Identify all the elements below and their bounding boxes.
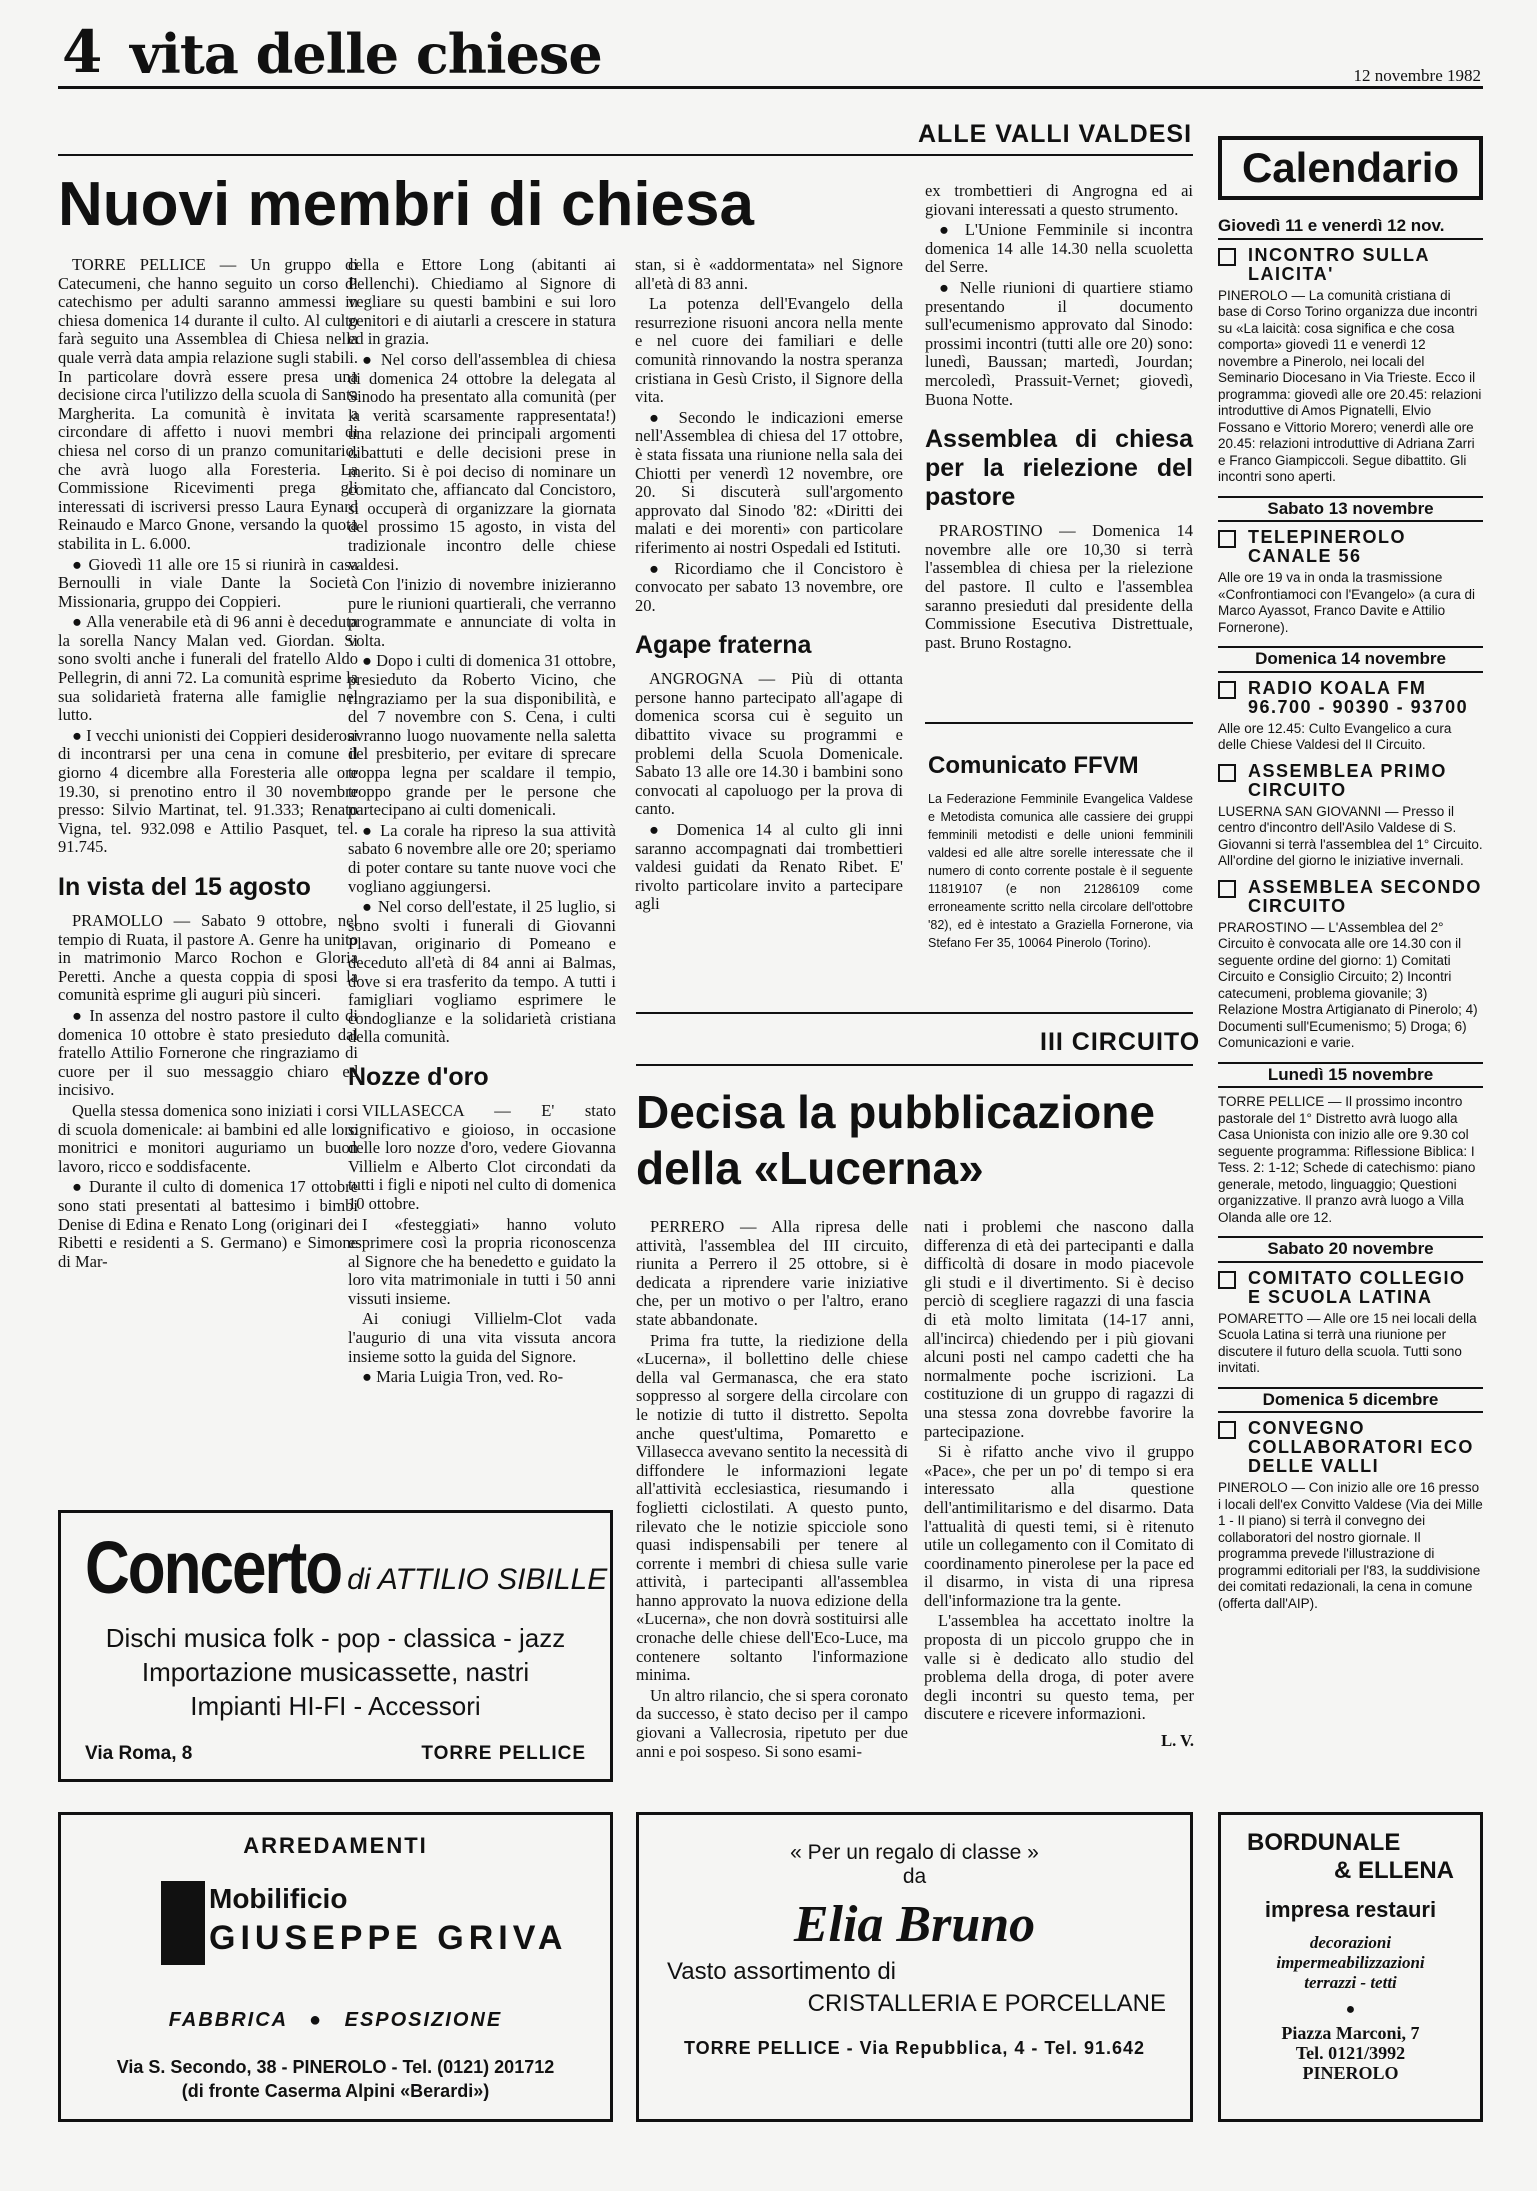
ad-bordunale-name2: & ELLENA [1334, 1857, 1454, 1884]
ad-bordunale-address: Piazza Marconi, 7 [1281, 2023, 1420, 2043]
paragraph: Un altro rilancio, che si spera coronato da successo, è stato deciso per il campo giovani a Vallecrosia, ripetuto per due anni e poi sospeso. Si sono esami- [636, 1685, 908, 1761]
ad-concerto-line: Impianti HI-FI - Accessori [190, 1691, 481, 1721]
article-column-4 [925, 182, 1193, 654]
paragraph: ● In assenza del nostro pastore il culto di domenica 10 ottobre è stato presieduto dal fratello Attilio Fornerone che ringraziamo di cuore per il suo messaggio chiaro ed incisivo. [58, 1005, 358, 1100]
calendar-event-title-text: RADIO KOALA FM 96.700 - 90390 - 93700 [1248, 677, 1469, 717]
signature: L. V. [1161, 1731, 1194, 1751]
article-column-1 [58, 256, 358, 1273]
ad-concerto-address: Via Roma, 8 [85, 1743, 193, 1764]
ad-bruno-line1: Vasto assortimento di [667, 1958, 896, 1985]
calendar-event-body: Alle ore 19 va in onda la trasmissione «Confrontiamoci con l'Evangelo» (a cura di Marco Ayassot, Franco Davite e Attilio Fornerone). [1218, 570, 1475, 635]
circuito-tag: III CIRCUITO [1040, 1028, 1201, 1056]
top-tag-rule [58, 154, 1193, 156]
checkbox-square-icon [1218, 530, 1236, 548]
calendar-event-title [1218, 246, 1483, 284]
ad-bordunale-city: PINEROLO [1302, 2063, 1399, 2083]
calendar-title: Calendario [1241, 144, 1460, 191]
paragraph: Quella stessa domenica sono iniziati i corsi di scuola domenicale: ai bambini ed alle loro monitrici e monitori auguriamo un buon lavoro, ricco e soddisfacente. [58, 1100, 358, 1176]
calendar-list [1218, 218, 1483, 1620]
circuito-rule-2 [636, 1064, 1193, 1066]
calendar-day-heading: Domenica 5 dicembre [1218, 1387, 1483, 1414]
calendar-event-title [1218, 528, 1483, 566]
calendar-event-title-text: INCONTRO SULLA LAICITA' [1248, 244, 1430, 284]
ad-elia-bruno [636, 1812, 1193, 2122]
paragraph: ● Maria Luigia Tron, ved. Ro- [362, 1367, 564, 1387]
ad-bordunale-line4: terrazzi - tetti [1304, 1973, 1397, 1992]
ad-bordunale [1218, 1812, 1483, 2122]
ad-griva [58, 1812, 613, 2122]
ad-bruno-address: TORRE PELLICE - Via Repubblica, 4 - Tel. 91.642 [683, 2038, 1146, 2058]
paragraph: La potenza dell'Evangelo della resurrezione risuoni ancora nella mente e nel cuore dei familiari e delle comunità rinnovando la nostra speranza cristiana in Gesù Cristo, il Signore della vita. [635, 294, 903, 407]
paragraph: ● La corale ha ripreso la sua attività sabato 6 novembre alle ore 20; speriamo di poter contare su tante nuove voci che vogliano aggiungersi. [348, 820, 616, 896]
ad-griva-brand1: Mobilificio [209, 1883, 348, 1914]
calendar-event-body: Alle ore 12.45: Culto Evangelico a cura delle Chiese Valdesi del II Circuito. [1218, 720, 1452, 752]
logo-mark [161, 1881, 205, 1965]
calendar-event-body: PRAROSTINO — L'Assemblea del 2° Circuito è convocata alle ore 14.30 con il seguente ordine del giorno: 1) Comitati Circuito e Consiglio Circuito; 2) Incontri catecumeni, problema giovanile; 3) Relazione Mostra Artigianato di Pinerolo; 4) Documenti sull'Ecumenismo; 5) Droga; 6) Comunicazioni e varie. [1218, 919, 1478, 1050]
ad-griva-top: ARREDAMENTI [243, 1833, 428, 1858]
circuito-rule [636, 1012, 1193, 1014]
paragraph: nati i problemi che nascono dalla differenza di età dei partecipanti e dalla difficoltà di dosare in modo piacevole gli studi e il divertimento. Si è deciso perciò di scegliere ragazzi di una fascia di età molto limitata (14-17 anni, all'incirca) chiedendo per i più giovani alcuni posti nel campo cadetti che ha normalmente poche iscrizioni. La costituzione di un gruppo di ragazzi di una stessa zona dovrebbe favorire la partecipazione. [924, 1217, 1194, 1441]
ad-griva-note: (di fronte Caserma Alpini «Berardi») [181, 2081, 490, 2101]
ad-bordunale-line3: impermeabilizzazioni [1276, 1953, 1425, 1972]
paragraph: Con l'inizio di novembre inizieranno pure le riunioni quartierali, che verranno programmate e annunciate di volta in volta. [348, 575, 616, 650]
ad-concerto-line: Dischi musica folk - pop - classica - jazz [105, 1623, 566, 1653]
ad-griva-tagline [61, 2009, 610, 2032]
paragraph: PERRERO — Alla ripresa delle attività, l'assemblea del III circuito, riunita a Perrero il 25 ottobre, si è dedicata a riprendere varie iniziative che, per un motivo o per l'altro, erano state abbandonate. [636, 1217, 908, 1329]
circuito-column-1 [636, 1218, 908, 1763]
paragraph: ANGROGNA — Più di ottanta persone hanno partecipato all'agape di domenica scorsa cui è seguito un dibattito vivace su programmi e problemi della Scuola Domenicale. Sabato 13 alle ore 14.30 i bambini sono convocati al capoluogo per la prova di canto. [635, 669, 903, 819]
circuito-column-2 [924, 1218, 1194, 1751]
article-column-2 [348, 256, 616, 1389]
ad-griva-tagline-left: FABBRICA [168, 2009, 288, 2031]
calendar-event-title-text: CONVEGNO COLLABORATORI ECO DELLE VALLI [1248, 1418, 1474, 1476]
paragraph: ● Nelle riunioni di quartiere stiamo presentando il documento sull'ecumenismo approvato dal Sinodo: prossimi incontri (tutti alle ore 20) sono: lunedì, Baussan; martedì, Jourdan; mercoledì, Prassuit-Vernet; giovedì, Buona Notte. [925, 277, 1193, 409]
paragraph: ● Secondo le indicazioni emerse nell'Assemblea di chiesa del 17 ottobre, è stata fissata una riunione nella sala dei Chiotti per venerdì 12 novembre, ore 20. Si discuterà sull'argomento approvato dal Sinodo '82: «Diritti dei malati e dei morenti» con particolare riferimento ai nostri Ospedali ed Istituti. [635, 407, 903, 557]
paragraph: ● Giovedì 11 alle ore 15 si riunirà in casa Bernoulli in viale Dante la Società Missionaria, gruppo dei Coppieri. [58, 554, 358, 611]
paragraph: ● Nel corso dell'estate, il 25 luglio, si sono svolti i funerali di Giovanni Plavan, originario di Pomeano e deceduto all'età di 84 anni ai Balmas, dove si era trasferito da tempo. A tutti i famigliari vogliamo esprimere le condoglianze e la solidarietà cristiana della comunità. [348, 897, 616, 1047]
paragraph: Si è rifatto anche vivo il gruppo «Pace», che per un po' di tempo si era interessato alla questione dell'antimilitarismo e del disarmo. Data l'attualità di questi temi, si è ritenuto utile un collegamento con il Comitato di coordinamento pinerolese per la pace ed il disarmo, in vista di una ripresa dell'informazione tra la gente. [924, 1442, 1194, 1610]
paragraph: ● L'Unione Femminile si incontra domenica 14 alle 14.30 nella scuoletta del Serre. [925, 220, 1193, 277]
checkbox-square-icon [1218, 1271, 1236, 1289]
header-rule [58, 86, 1483, 89]
paragraph: VILLASECCA — E' stato significativo e gioioso, in occasione delle loro nozze d'oro, vedere Giovanna Villielm e Alberto Clot circondati da tutti i figli e nipoti nel culto di domenica 10 ottobre. [348, 1100, 616, 1213]
ad-concerto-name: Concerto [85, 1527, 342, 1610]
bullet-icon: ● [308, 2009, 324, 2031]
calendar-event-title [1218, 1269, 1483, 1307]
ad-bruno-name: Elia Bruno [793, 1896, 1036, 1953]
calendar-event-title [1218, 1419, 1483, 1476]
paragraph: ● Durante il culto di domenica 17 ottobre sono stati presentati al battesimo i bimbi Denise di Edina e Renato Long (originari dei Ribetti e residenti a S. Germano) e Simone di Mar- [58, 1177, 358, 1271]
ad-bordunale-tel: Tel. 0121/3992 [1295, 2043, 1406, 2063]
ffvm-notice [928, 752, 1193, 952]
calendar-event-title-text: ASSEMBLEA PRIMO CIRCUITO [1248, 760, 1447, 800]
paragraph: L'assemblea ha accettato inoltre la proposta di un piccolo gruppo che in valle si è dedicato allo studio del problema della droga, di poter avere degli incontri su questo tema, per discutere e ricevere informazioni. [924, 1611, 1194, 1724]
paragraph: stan, si è «addormentata» nel Signore all'età di 83 anni. [635, 255, 903, 293]
bullet-icon: ● [1345, 2001, 1356, 2018]
ad-bordunale-line1: impresa restauri [1264, 1897, 1437, 1922]
paragraph: PRAROSTINO — Domenica 14 novembre alle ore 10,30 si terrà l'assemblea di chiesa per la rielezione del pastore. Il culto e l'assemblea saranno presieduti dal presidente della Commissione Esecutiva Distrettuale, past. Bruno Rostagno. [925, 521, 1193, 652]
ad-concerto-by: di ATTILIO SIBILLE [347, 1563, 608, 1596]
ad-bruno-pre: « Per un regalo di classe » [790, 1841, 1039, 1864]
calendar-event-body: LUSERNA SAN GIOVANNI — Presso il centro d'incontro dell'Asilo Valdese di S. Giovanni si terrà l'assemblea del 1° Circuito. All'ordine del giorno le iniziative invernali. [1218, 803, 1483, 868]
calendar-event-body: POMARETTO — Alle ore 15 nei locali della Scuola Latina si terrà una riunione per discutere il futuro della scuola. Tutti sono invitati. [1218, 1310, 1477, 1375]
page-number: 4 [62, 18, 103, 86]
section-title: vita delle chiese [130, 22, 602, 86]
calendar-event-body: PINEROLO — Con inizio alle ore 16 presso i locali dell'ex Convitto Valdese (Via dei Mille 1 - II piano) si terrà il convegno dei collaboratori del nostro giornale. Il programma prevede l'illustrazione di programmi editoriali per l'83, la suddivisione dei comitati redazionali, la cena in comune (offerta dall'AIP). [1218, 1480, 1483, 1611]
subheading: In vista del 15 agosto [58, 873, 311, 901]
article-column-3 [635, 256, 903, 916]
ffvm-rule [925, 722, 1193, 724]
circuito-headline: Decisa la pubblicazione della «Lucerna» [636, 1086, 1155, 1194]
calendar-event-title-text: COMITATO COLLEGIO E SCUOLA LATINA [1248, 1267, 1466, 1307]
calendar-first-day: Giovedì 11 e venerdì 12 nov. [1218, 218, 1483, 240]
paragraph: ● Domenica 14 al culto gli inni saranno accompagnati dai trombettieri valdesi guidati da Renato Ribet. E' rivolto particolare invito a partecipare agli [635, 820, 903, 914]
paragraph: ● Alla venerabile età di 96 anni è deceduta la sorella Nancy Malan ved. Giordan. Si sono svolti anche i funerali del fratello Aldo Pellegrin, di anni 72. La comunità esprime la sua solidarietà fraterna alle famiglie nel lutto. [58, 612, 358, 725]
paragraph: ex trombettieri di Angrogna ed ai giovani interessati a questo strumento. [925, 181, 1193, 219]
calendar-event-title-text: ASSEMBLEA SECONDO CIRCUITO [1248, 876, 1482, 916]
paragraph: Prima fra tutte, la riedizione della «Lucerna», il bollettino delle chiese della val Germanasca, che era stato soppresso al sorgere della circolare con le notizie di tutto il distretto. Sepolta anche quest'ultima, Pomaretto e Villasecca avevano sentito la necessità di diffondere le informazioni legate all'attività ecclesiastica, riesumando i foglietti ciclostilati. A questo punto, rilevato che le notizie spicciole sono quasi indispensabili per tenere al corrente i membri di chiesa sulle varie attività, i partecipanti all'assemblea hanno approvato la nuova edizione della «Lucerna», che non dovrà sostituirsi alle cronache delle chiese dell'Eco-Luce, ma contenere soltanto l'informazione minima. [636, 1330, 908, 1685]
paragraph: PRAMOLLO — Sabato 9 ottobre, nel tempio di Ruata, il pastore A. Genre ha unito in matrimonio Marco Rochon e Gloria Peretti. Anche a questa coppia di sposi la comunità esprime gli auguri più sinceri. [58, 911, 358, 1005]
ad-bruno-line2: CRISTALLERIA E PORCELLANE [807, 1990, 1166, 2017]
ad-concerto-city: TORRE PELLICE [421, 1743, 586, 1764]
calendar-event-title [1218, 679, 1483, 717]
calendar-event-body: PINEROLO — La comunità cristiana di base di Corso Torino organizza due incontri su «La laicità: cosa significa e che cosa comporta» giovedì 11 e venerdì 12 novembre a Pinerolo, nei locali del Seminario Diocesano in Via Trieste. Ecco il programma: giovedì alle ore 20.45: relazioni introduttive di Amos Pignatelli, Elvio Fossano e Vittorio Morero; venerdì alle ore 20.45: relazioni introduttive di Adriana Zarri e Franco Giampiccoli. Segue dibattito. Gli incontri sono aperti. [1218, 287, 1482, 484]
calendar-event-body: TORRE PELLICE — Il prossimo incontro pastorale del 1° Distretto avrà luogo alla Casa Unionista con inizio alle ore 9.30 col seguente programma: Riflessione Biblica: I Tess. 2: 1-12; Schede di catechismo: piano generale, metodo, linguaggio; Questioni organizzative. Il pranzo avrà luogo a Villa Olanda alle ore 12. [1218, 1094, 1476, 1225]
main-headline: Nuovi membri di chiesa [58, 170, 754, 239]
ffvm-text: La Federazione Femminile Evangelica Valdese e Metodista comunica alle cassiere dei gruppi femminili metodisti e delle unioni femminili valdesi ed alle altre sorelle interessate che il numero di conto corrente postale è il seguente 11819107 (e non 21286109 come erroneamente scritto nella circolare dell'ottobre '82), ed è intestato a Graziella Fornerone, via Stefano Fer 35, 10064 Pinerolo (Torino). [928, 792, 1193, 950]
calendar-event-title [1218, 762, 1483, 800]
checkbox-square-icon [1218, 1421, 1236, 1439]
subheading: Agape fraterna [635, 631, 812, 660]
paragraph: Ai coniugi Villielm-Clot vada l'augurio di una vita vissuta ancora insieme sotto la guida del Signore. [348, 1309, 616, 1366]
ad-bruno-pre2: da [902, 1865, 927, 1888]
ad-concerto [58, 1510, 613, 1782]
checkbox-square-icon [1218, 248, 1236, 266]
calendar-event-title [1218, 878, 1483, 916]
ad-griva-tagline-right: ESPOSIZIONE [344, 2009, 503, 2031]
calendar-day-heading: Sabato 20 novembre [1218, 1236, 1483, 1263]
paragraph: cella e Ettore Long (abitanti ai Pellenchi). Chiediamo al Signore di vegliare su questi bambini e sui loro genitori e di aiutarli a crescere in statura ed in grazia. [348, 255, 616, 349]
paragraph: ● Ricordiamo che il Concistoro è convocato per sabato 13 novembre, ore 20. [635, 558, 903, 615]
paragraph: TORRE PELLICE — Un gruppo di Catecumeni, che hanno seguito un corso di catechismo per adulti saranno ammessi in chiesa domenica 14 durante il culto. Al culto farà seguito una Assemblea di Chiesa nella quale verrà data ampia relazione sugli stabili. In particolare dovrà essere presa una decisione circa l'utilizzo della scuola di Santa Margherita. La comunità è invitata a circondare di affetto i nuovi membri di chiesa nel corso di un pranzo comunitario, che avrà luogo alla Foresteria. La Commissione Ricevimenti prega gli interessati di iscriversi presso Laura Eynard Reinaudo e Marco Gnone, versando la quota stabilita in L. 6.000. [58, 255, 358, 553]
ffvm-title: Comunicato FFVM [928, 752, 1139, 779]
subheading: Nozze d'oro [348, 1062, 489, 1091]
calendar-day-heading: Sabato 13 novembre [1218, 496, 1483, 523]
issue-date: 12 novembre 1982 [1353, 66, 1481, 85]
top-section-tag: ALLE VALLI VALDESI [918, 120, 1193, 148]
calendar-day-heading: Lunedì 15 novembre [1218, 1062, 1483, 1089]
paragraph: ● I vecchi unionisti dei Coppieri desiderosi di incontrarsi per una cena in comune il giorno 4 dicembre alla Foresteria alle ore 19.30, si prenotino entro il 30 novembre presso: Silvio Martinat, tel. 91.333; Renato Vigna, tel. 932.098 e Attilio Pasquet, tel. 91.745. [58, 725, 358, 857]
ad-griva-address: Via S. Secondo, 38 - PINEROLO - Tel. (0121) 201712 [116, 2057, 555, 2077]
calendar-day-heading: Domenica 14 novembre [1218, 646, 1483, 673]
checkbox-square-icon [1218, 681, 1236, 699]
subheading: Assemblea di chiesa per la rielezione del pastore [925, 425, 1193, 512]
paragraph: ● Dopo i culti di domenica 31 ottobre, presieduto da Roberto Vicino, che ringraziamo per la sua disponibilità, e del 7 novembre con S. Cena, i culti avranno luogo nuovamente nella saletta del presbiterio, per evitare di sprecare troppa legna per scaldare il tempio, troppo grande per le persone che partecipano ai culti domenicali. [348, 651, 616, 820]
ad-griva-brand2: GIUSEPPE GRIVA [209, 1919, 568, 1957]
ad-bordunale-name1: BORDUNALE [1247, 1829, 1401, 1856]
checkbox-square-icon [1218, 764, 1236, 782]
checkbox-square-icon [1218, 880, 1236, 898]
paragraph: I «festeggiati» hanno voluto esprimere così la propria riconoscenza al Signore che ha benedetto e guidato la loro vita matrimoniale in tutti i 50 anni vissuti insieme. [348, 1214, 616, 1308]
calendar-event-title-text: TELEPINEROLO CANALE 56 [1248, 527, 1407, 566]
ad-bordunale-line2: decorazioni [1309, 1933, 1392, 1952]
paragraph: ● Nel corso dell'assemblea di chiesa di domenica 24 ottobre la delegata al Sinodo ha presentato alla comunità (per la verità scarsamente rappresentata!) una relazione dei principali argomenti dibattuti e delle decisioni prese in merito. Si è poi deciso di nominare un comitato che, affiancato dal Concistoro, si occuperà di organizzare la giornata del prossimo 15 agosto, in vista del tradizionale incontro delle chiese valdesi. [348, 349, 616, 574]
calendar-title-box [1218, 136, 1483, 200]
ad-concerto-line: Importazione musicassette, nastri [141, 1657, 530, 1687]
